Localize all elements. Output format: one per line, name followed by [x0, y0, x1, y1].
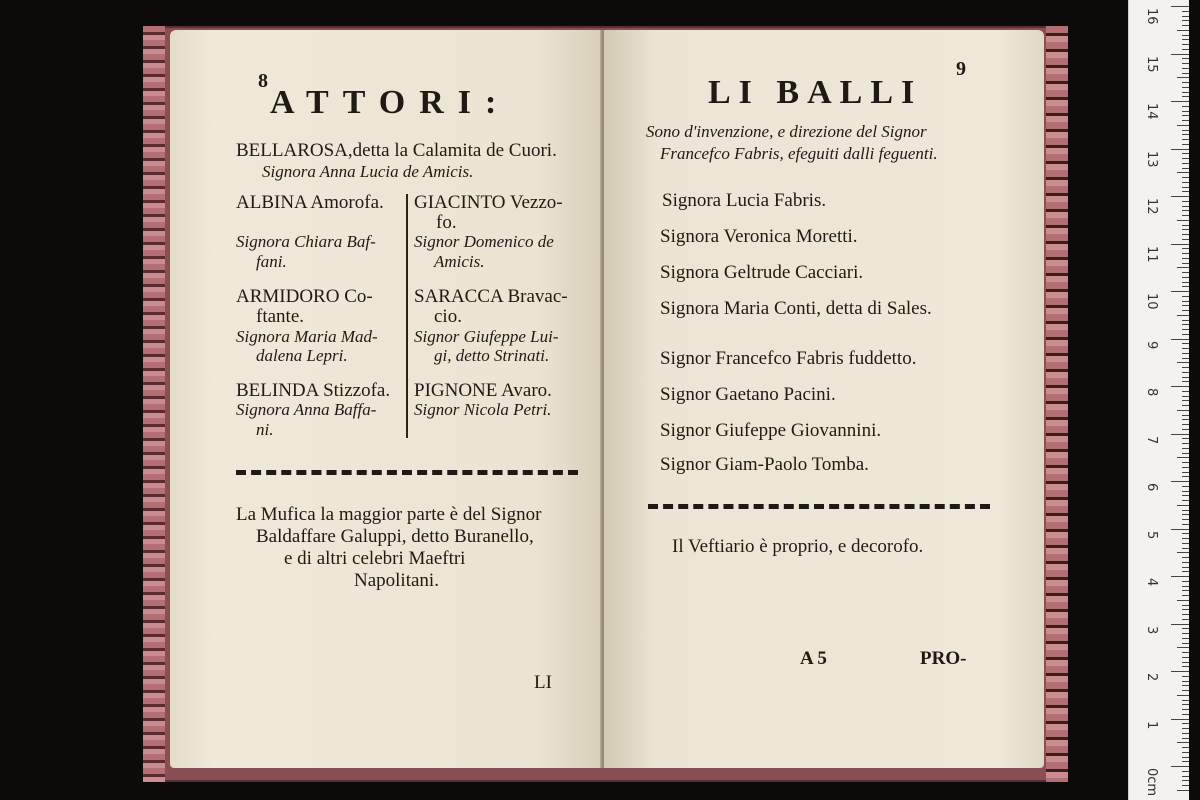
ruler-tick [1182, 377, 1189, 378]
ruler-tick [1182, 700, 1189, 701]
ruler-tick [1182, 11, 1189, 12]
ruler-tick [1182, 733, 1189, 734]
ruler-tick [1182, 25, 1189, 26]
ruler-tick [1182, 486, 1189, 487]
ruler-tick [1171, 766, 1189, 767]
cast-role: PIGNONE Avaro. [414, 380, 552, 401]
cast-actor: Amicis. [434, 252, 485, 271]
ruler-tick [1182, 614, 1189, 615]
ruler-tick [1182, 638, 1189, 639]
ruler-tick [1171, 339, 1189, 340]
ruler-tick [1182, 438, 1189, 439]
ruler-tick [1182, 320, 1189, 321]
ruler-tick [1182, 106, 1189, 107]
ruler-tick [1182, 215, 1189, 216]
ruler-tick [1182, 666, 1189, 667]
ruler-tick [1182, 571, 1189, 572]
ruler-tick [1182, 514, 1189, 515]
dancer-name: Signora Maria Conti, detta di Sales. [660, 298, 932, 319]
ruler-tick [1182, 586, 1189, 587]
intro-line: Sono d'invenzione, e direzione del Signor [646, 122, 927, 141]
ruler-tick [1177, 790, 1189, 791]
ruler-tick [1171, 386, 1189, 387]
ruler-tick [1182, 182, 1189, 183]
ruler-tick [1182, 44, 1189, 45]
left-page [170, 30, 602, 768]
ruler-tick [1182, 329, 1189, 330]
ruler-tick [1182, 567, 1189, 568]
ruler-tick [1182, 263, 1189, 264]
catchword: LI [534, 672, 552, 693]
ruler-tick [1177, 695, 1189, 696]
lead-role: BELLAROSA,detta la Calamita de Cuori. [236, 140, 557, 161]
dancer-name: Signora Geltrude Cacciari. [660, 262, 864, 283]
cast-actor: Signora Maria Mad- [236, 327, 378, 346]
ruler-tick [1182, 305, 1189, 306]
ruler-tick [1182, 253, 1189, 254]
ruler-tick [1182, 348, 1189, 349]
ruler-tick [1171, 481, 1189, 482]
music-note-line: La Mufica la maggior parte è del Signor [236, 504, 542, 525]
ruler-tick [1171, 196, 1189, 197]
ruler-tick [1182, 87, 1189, 88]
ruler-tick [1182, 39, 1189, 40]
ruler-tick [1182, 400, 1189, 401]
ruler-tick [1182, 168, 1189, 169]
ruler-tick [1171, 6, 1189, 7]
ruler-tick [1182, 723, 1189, 724]
ruler-tick [1182, 785, 1189, 786]
ruler-tick [1182, 676, 1189, 677]
cast-actor: gi, detto Strinati. [434, 346, 550, 365]
ruler-tick [1182, 424, 1189, 425]
ruler-tick [1182, 96, 1189, 97]
ruler-tick [1171, 624, 1189, 625]
dancer-name: Signor Giam-Paolo Tomba. [660, 454, 869, 475]
ruler-label: 15 [1144, 55, 1159, 73]
ruler-tick [1182, 472, 1189, 473]
ruler-tick [1182, 358, 1189, 359]
ruler-tick [1182, 324, 1189, 325]
ruler-tick [1182, 92, 1189, 93]
ruler-tick [1182, 462, 1189, 463]
ruler-tick [1171, 244, 1189, 245]
cast-role: cio. [434, 306, 462, 327]
ruler-tick [1182, 652, 1189, 653]
ruler-tick [1182, 130, 1189, 131]
ruler-label: 9 [1144, 340, 1159, 349]
ruler-tick [1182, 752, 1189, 753]
ruler-tick [1182, 662, 1189, 663]
cast-actor: ni. [256, 420, 274, 439]
ruler-tick [1182, 310, 1189, 311]
ruler-tick [1182, 163, 1189, 164]
ruler-label: 1 [1144, 720, 1159, 729]
ruler-tick [1177, 220, 1189, 221]
ruler-tick [1182, 111, 1189, 112]
ruler-tick [1171, 434, 1189, 435]
ruler-label: 5 [1144, 530, 1159, 539]
ruler-tick [1182, 548, 1189, 549]
cast-role: BELINDA Stizzofa. [236, 380, 391, 401]
ruler-tick [1177, 315, 1189, 316]
ruler-tick [1182, 115, 1189, 116]
ruler-tick [1182, 343, 1189, 344]
music-note-line: e di altri celebri Maeftri [284, 548, 466, 569]
ruler-tick [1182, 372, 1189, 373]
dancer-name: Signor Gaetano Pacini. [660, 384, 836, 405]
ruler-tick [1182, 191, 1189, 192]
ruler-tick [1182, 73, 1189, 74]
ruler-tick [1171, 101, 1189, 102]
ruler-tick [1182, 771, 1189, 772]
ruler-tick [1177, 267, 1189, 268]
ruler-tick [1182, 453, 1189, 454]
ruler-tick [1177, 410, 1189, 411]
right-heading: LI BALLI [708, 74, 923, 111]
ruler-label: 3 [1144, 625, 1159, 634]
cast-actor: fani. [256, 252, 287, 271]
right-page-number: 9 [956, 58, 966, 80]
ruler-tick [1182, 780, 1189, 781]
ruler-label: 7 [1144, 435, 1159, 444]
cast-actor: Signor Nicola Petri. [414, 400, 552, 419]
ruler-tick [1171, 291, 1189, 292]
ruler-tick [1182, 557, 1189, 558]
intro-line: Francefco Fabris, efeguiti dalli feguenti. [660, 144, 938, 163]
ruler-tick [1177, 172, 1189, 173]
ruler-tick [1182, 415, 1189, 416]
ruler-tick [1182, 58, 1189, 59]
ruler-tick [1182, 286, 1189, 287]
ruler-tick [1182, 500, 1189, 501]
ruler-label: 2 [1144, 673, 1159, 682]
ruler-tick [1182, 757, 1189, 758]
ruler-tick [1182, 476, 1189, 477]
ruler-tick [1182, 605, 1189, 606]
ruler-tick [1182, 538, 1189, 539]
ruler-tick [1182, 206, 1189, 207]
cast-actor: Signora Anna Baffa- [236, 400, 377, 419]
ruler-tick [1182, 82, 1189, 83]
ruler-label: 13 [1144, 150, 1159, 168]
book-edge-right [1046, 26, 1068, 782]
ruler-tick [1182, 495, 1189, 496]
ruler-tick [1182, 225, 1189, 226]
dancer-name: Signor Giufeppe Giovannini. [660, 420, 882, 441]
ruler-tick [1182, 657, 1189, 658]
ruler-tick [1171, 529, 1189, 530]
ruler-tick [1171, 671, 1189, 672]
measuring-ruler [1128, 0, 1189, 800]
ruler-tick [1182, 643, 1189, 644]
ruler-tick [1177, 647, 1189, 648]
ruler-tick [1182, 443, 1189, 444]
ruler-tick [1182, 144, 1189, 145]
ruler-tick [1182, 234, 1189, 235]
ruler-tick [1182, 709, 1189, 710]
ruler-tick [1182, 595, 1189, 596]
cast-role: fo. [436, 212, 457, 233]
ruler-tick [1182, 714, 1189, 715]
lead-actor: Signora Anna Lucia de Amicis. [262, 162, 474, 181]
ruler-tick [1177, 362, 1189, 363]
ruler-tick [1182, 35, 1189, 36]
cast-actor: Signora Chiara Baf- [236, 232, 376, 251]
left-page-number: 8 [258, 70, 268, 92]
catchword: PRO- [920, 648, 967, 669]
cast-role: ftante. [256, 306, 305, 327]
ruler-label: 11 [1144, 245, 1159, 263]
ruler-tick [1182, 49, 1189, 50]
book-edge-left [143, 26, 165, 782]
cast-role: GIACINTO Vezzo- [414, 192, 563, 213]
cast-actor: Signor Giufeppe Lui- [414, 327, 559, 346]
ruler-tick [1182, 177, 1189, 178]
ruler-tick [1182, 20, 1189, 21]
dancer-name: Signora Veronica Moretti. [660, 226, 858, 247]
ruler-tick [1182, 510, 1189, 511]
ruler-tick [1177, 505, 1189, 506]
ruler-tick [1182, 272, 1189, 273]
ruler-tick [1182, 429, 1189, 430]
ruler-tick [1182, 391, 1189, 392]
cast-actor: dalena Lepri. [256, 346, 348, 365]
ruler-tick [1182, 139, 1189, 140]
ruler-tick [1177, 77, 1189, 78]
ruler-tick [1182, 448, 1189, 449]
ruler-tick [1182, 239, 1189, 240]
ruler-tick [1182, 491, 1189, 492]
ruler-tick [1182, 581, 1189, 582]
ruler-label: 0cm [1144, 768, 1159, 797]
ruler-tick [1182, 728, 1189, 729]
ruler-label: 4 [1144, 578, 1159, 587]
ruler-tick [1171, 149, 1189, 150]
left-heading: ATTORI: [270, 84, 511, 121]
ruler-tick [1182, 543, 1189, 544]
ruler-tick [1182, 396, 1189, 397]
cast-role: ARMIDORO Co- [236, 286, 373, 307]
ruler-tick [1182, 609, 1189, 610]
divider-rule [236, 470, 578, 475]
ruler-tick [1182, 282, 1189, 283]
cast-actor: Signor Domenico de [414, 232, 554, 251]
ruler-tick [1182, 68, 1189, 69]
ruler-tick [1182, 258, 1189, 259]
ruler-tick [1182, 681, 1189, 682]
ruler-tick [1177, 742, 1189, 743]
ruler-label: 14 [1144, 103, 1159, 120]
ruler-label: 10 [1144, 293, 1159, 310]
ruler-tick [1171, 54, 1189, 55]
ruler-tick [1177, 457, 1189, 458]
divider-rule [648, 504, 990, 509]
dancer-name: Signora Lucia Fabris. [662, 190, 827, 211]
ruler-tick [1182, 296, 1189, 297]
ruler-tick [1182, 63, 1189, 64]
signature-mark: A 5 [800, 648, 827, 669]
ruler-tick [1182, 633, 1189, 634]
ruler-tick [1182, 690, 1189, 691]
ruler-tick [1182, 353, 1189, 354]
ruler-tick [1182, 229, 1189, 230]
ruler-tick [1182, 381, 1189, 382]
music-note-line: Baldaffare Galuppi, detto Buranello, [256, 526, 534, 547]
ruler-tick [1182, 747, 1189, 748]
ruler-tick [1182, 201, 1189, 202]
ruler-tick [1182, 524, 1189, 525]
ruler-tick [1182, 158, 1189, 159]
ruler-tick [1177, 125, 1189, 126]
cast-role: SARACCA Bravac- [414, 286, 568, 307]
ruler-tick [1177, 552, 1189, 553]
ruler-tick [1171, 576, 1189, 577]
ruler-tick [1182, 187, 1189, 188]
ruler-label: 6 [1144, 483, 1159, 492]
cast-role: ALBINA Amorofa. [236, 192, 384, 213]
ruler-tick [1182, 761, 1189, 762]
costume-note: Il Veftiario è proprio, e decorofo. [672, 536, 924, 557]
cast-divider [406, 194, 408, 438]
ruler-tick [1182, 419, 1189, 420]
ruler-tick [1182, 704, 1189, 705]
ruler-tick [1182, 210, 1189, 211]
music-note-line: Napolitani. [354, 570, 439, 591]
ruler-tick [1182, 619, 1189, 620]
ruler-tick [1182, 248, 1189, 249]
ruler-tick [1182, 467, 1189, 468]
right-page [604, 30, 1044, 768]
ruler-tick [1182, 628, 1189, 629]
ruler-tick [1182, 134, 1189, 135]
ruler-tick [1182, 301, 1189, 302]
ruler-label: 8 [1144, 388, 1159, 397]
ruler-tick [1182, 153, 1189, 154]
ruler-tick [1182, 519, 1189, 520]
ruler-tick [1182, 685, 1189, 686]
ruler-tick [1182, 776, 1189, 777]
ruler-tick [1182, 367, 1189, 368]
ruler-tick [1182, 590, 1189, 591]
ruler-tick [1182, 405, 1189, 406]
ruler-label: 12 [1144, 198, 1159, 215]
ruler-label: 16 [1144, 8, 1159, 25]
ruler-tick [1177, 30, 1189, 31]
ruler-tick [1182, 334, 1189, 335]
ruler-tick [1182, 562, 1189, 563]
dancer-name: Signor Francefco Fabris fuddetto. [660, 348, 917, 369]
ruler-tick [1182, 533, 1189, 534]
ruler-tick [1182, 277, 1189, 278]
ruler-tick [1171, 719, 1189, 720]
ruler-tick [1182, 738, 1189, 739]
ruler-tick [1182, 16, 1189, 17]
ruler-tick [1182, 120, 1189, 121]
ruler-tick [1177, 600, 1189, 601]
